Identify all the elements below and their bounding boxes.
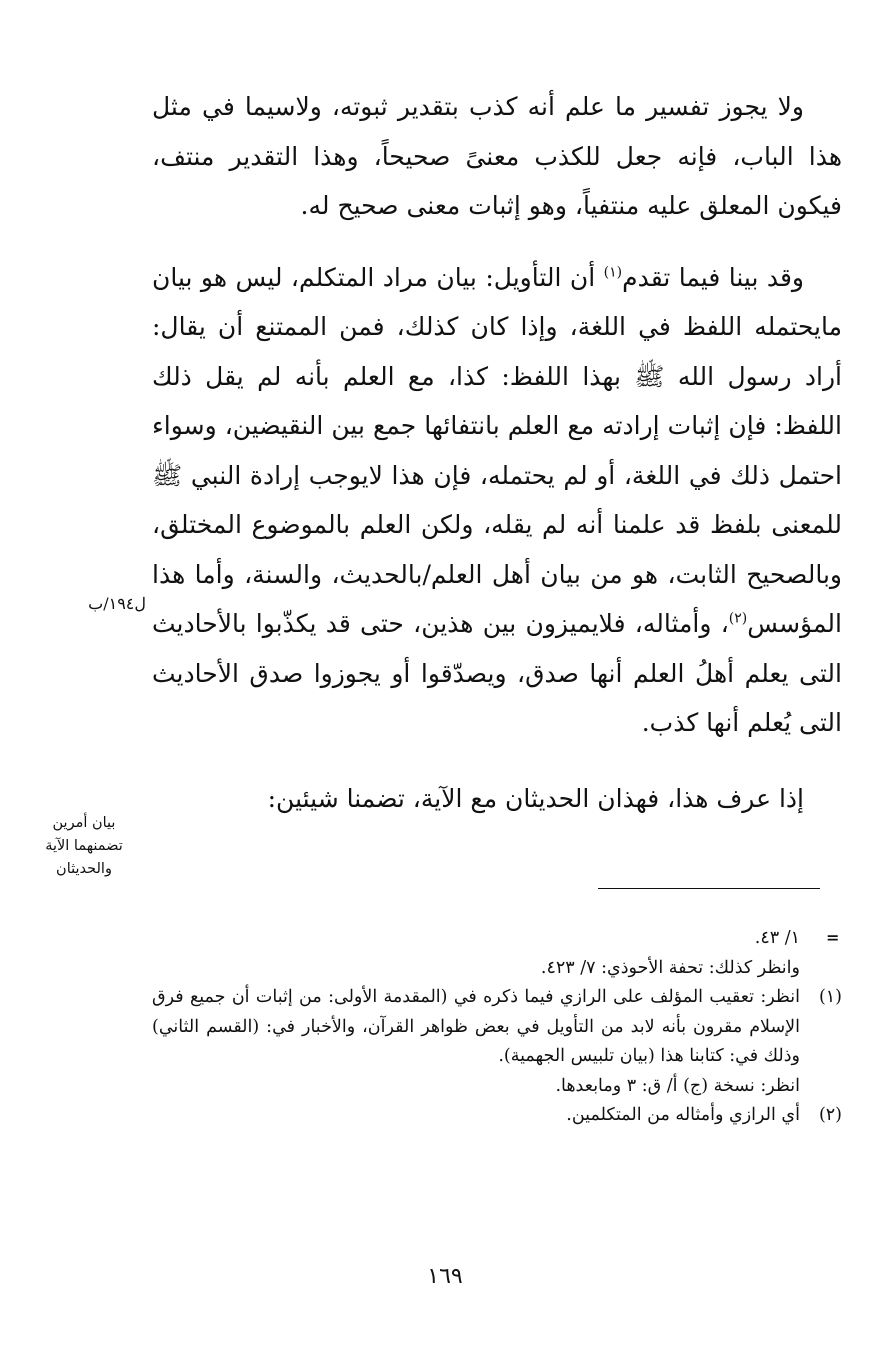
page-number: ١٦٩ xyxy=(427,1264,463,1289)
paragraph-1: ولا يجوز تفسير ما علم أنه كذب بتقدير ثبوته، ولاسيما في مثل هذا الباب، فإنه جعل للكذب معنىً صحيحاً، وهذا التقدير منتف، فيكون المعلق عليه منتفياً، وهو إثبات معنى صحيح له. xyxy=(152,92,842,220)
footnote-2 xyxy=(152,1101,842,1131)
main-text xyxy=(152,82,842,823)
footnote-separator xyxy=(598,888,820,889)
footnote-1-extra: انظر: نسخة (ج) أ/ ق: ٣ ومابعدها. xyxy=(555,1075,800,1096)
footnote-2-number: (٢) xyxy=(818,1105,842,1125)
footnote-1 xyxy=(152,983,842,1072)
paragraph-3: إذا عرف هذا، فهذان الحديثان مع الآية، تضمنا شيئين: xyxy=(267,783,804,813)
footnote-continued-line-1: ١/ ٤٣. xyxy=(754,928,800,948)
paragraph-2-part-a: وقد بينا فيما تقدم xyxy=(622,262,804,292)
footnote-1-text: انظر: تعقيب المؤلف على الرازي فيما ذكره في (المقدمة الأولى: من إثبات أن جميع فرق الإسلام مقرون بأنه لابد من التأويل في بعض ظواهر القرآن، والأخبار في: (القسم الثاني) وذلك في: كتابنا هذا (بيان تلبيس الجهمية). xyxy=(152,987,800,1066)
footnote-1-number: (١) xyxy=(818,987,842,1007)
footnote-ref-2[interactable]: (٢) xyxy=(728,610,748,627)
paragraph-2-part-c: ، وأمثاله، فلايميزون بين هذين، حتى قد يكذّبوا بالأحاديث التى يعلم أهلُ العلم أنها صدق، ويصدّقوا أو يجوزوا صدق الأحاديث التى يُعلم أنها كذب. xyxy=(152,609,842,737)
footnote-ref-1[interactable]: (١) xyxy=(603,264,623,281)
footnotes xyxy=(152,924,842,1131)
manuscript-folio-ref: ل١٩٤/ب xyxy=(88,594,146,613)
paragraph-2-part-b: أن التأويل: بيان مراد المتكلم، ليس هو بيان مايحتمله اللفظ في اللغة، وإذا كان كذلك، فمن الممتنع أن يقال: أراد رسول الله ﷺ بهذا اللفظ: كذا، مع العلم بأنه لم يقل ذلك اللفظ: فإن إثبات إرادته مع العلم بانتفائها جمع بين النقيضين، وسواء احتمل ذلك في اللغة، أو لم يحتمله، فإن هذا لايوجب إرادة النبي ﷺ للمعنى بلفظ قد علمنا أنه لم يقله، ولكن العلم بالموضوع المختلق، وبالصحيح الثابت، هو من بيان أهل العلم/بالحديث، والسنة، وأما هذا المؤسس xyxy=(152,262,842,638)
margin-heading-line-1: بيان أمرين xyxy=(52,815,116,831)
footnote-2-text: أي الرازي وأمثاله من المتكلمين. xyxy=(566,1105,800,1125)
margin-heading-line-3: والحديثان xyxy=(56,861,112,877)
margin-heading-line-2: تضمنهما الآية xyxy=(45,838,123,854)
footnote-continued-line-2: وانظر كذلك: تحفة الأحوذي: ٧/ ٤٢٣. xyxy=(540,957,800,978)
footnote-continuation-mark: = xyxy=(826,928,840,947)
margin-heading xyxy=(38,812,130,881)
paragraph-2 xyxy=(152,253,842,748)
